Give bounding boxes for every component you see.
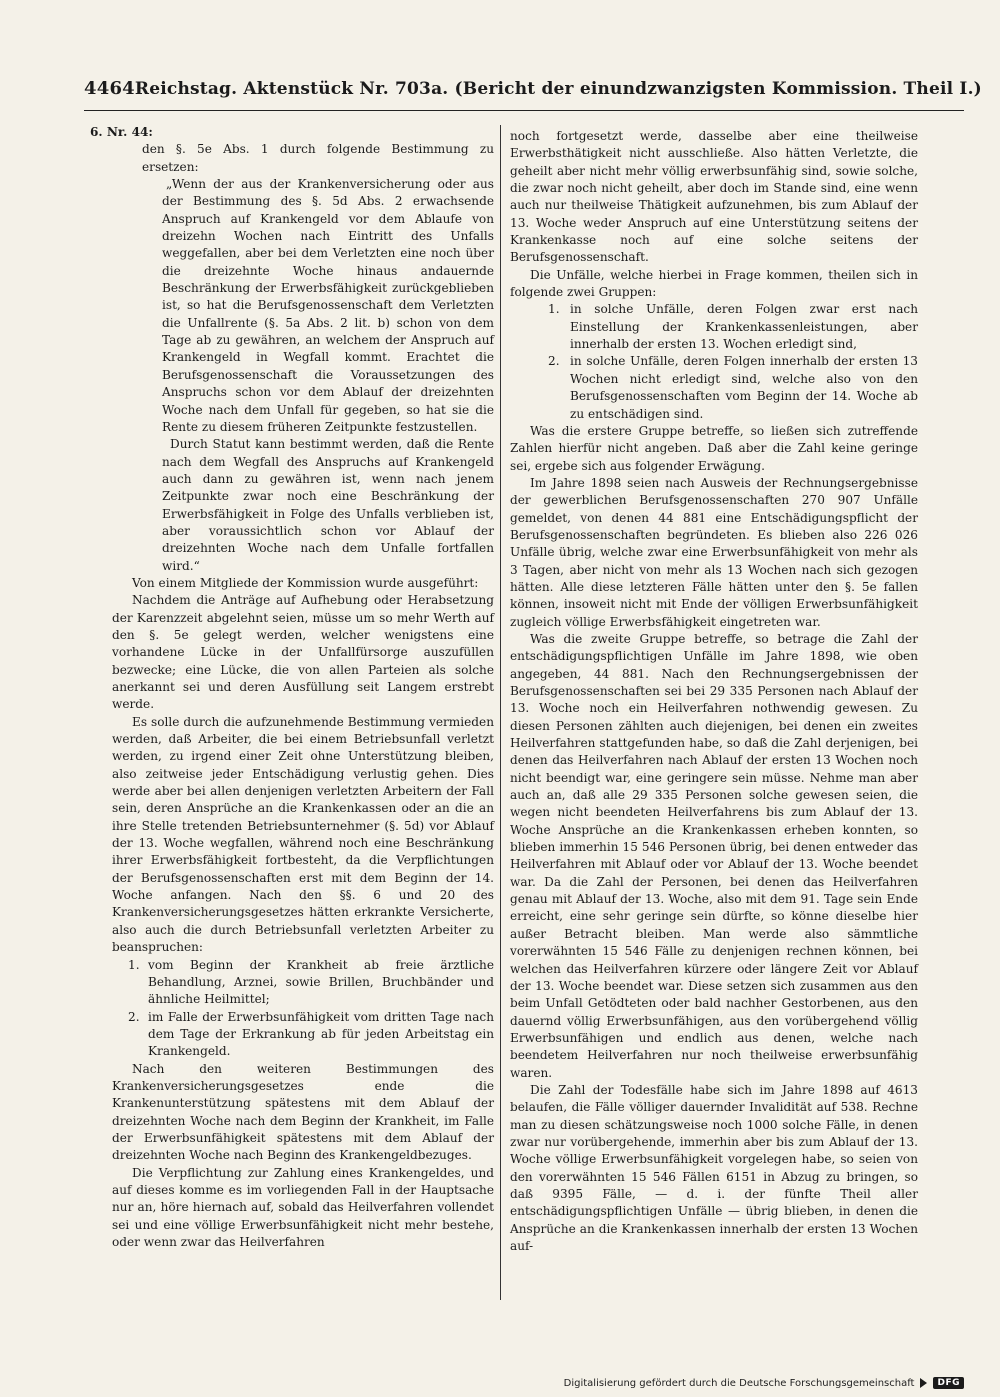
list-number: 1. [548, 302, 560, 317]
list-item [112, 1009, 494, 1061]
header-title: Reichstag. Aktenstück Nr. 703a. (Bericht der einundzwanzigsten Kommission. Theil I.) [134, 79, 982, 99]
list-item [510, 301, 918, 353]
running-header [84, 78, 982, 99]
column-divider [500, 125, 501, 1300]
list-number: 2. [128, 1009, 140, 1024]
quote-paragraph-1: „Wenn der aus der Krankenversicherung oder aus der Bestimmung des §. 5d Abs. 2 erwachsende Anspruch auf Krankengeld vor dem Ablaufe von dreizehn Wochen nach Eintritt des Unfalls weggefallen, aber bei dem Verletzten eine noch über die dreizehnte Woche hinaus andauernde Beschränkung der Erwerbsfähigkeit zurückgeblieben ist, so hat die Berufsgenossenschaft dem Verletzten die Unfallrente (§. 5a Abs. 2 lit. b) schon von dem Tage ab zu gewähren, an welchem der Anspruch auf Krankengeld in Wegfall kommt. Erachtet die Berufsgenossenschaft die Voraussetzungen des Anspruchs schon vor dem Ablauf der dreizehnten Woche nach dem Unfall für gegeben, so hat sie die Rente zu diesem früheren Zeitpunkte festzustellen. [162, 177, 494, 434]
header-rule [84, 110, 964, 111]
paragraph: Nachdem die Anträge auf Aufhebung oder Herabsetzung der Karenzzeit abgelehnt seien, müsse um so mehr Werth auf den §. 5e gelegt werden, welcher wenigstens eine vorhandene Lücke in der Unfallfürsorge auszufüllen bezwecke; eine Lücke, die von allen Parteien als solche anerkannt sei und deren Ausfüllung seit Langem erstrebt werde. [112, 593, 494, 712]
page-number: 4464 [84, 78, 135, 99]
list-item [112, 957, 494, 1009]
dfg-logo: DFG [933, 1377, 964, 1389]
intro-paragraph: den §. 5e Abs. 1 durch folgende Bestimmung zu ersetzen: [142, 142, 494, 174]
paragraph: Die Zahl der Todesfälle habe sich im Jahre 1898 auf 4613 belaufen, die Fälle völliger dauernder Invalidität auf 538. Rechne man zu diesen schätzungsweise noch 1000 solche Fälle, in denen zwar nur vorübergehende, immerhin aber bis zum Ablauf der 13. Woche völlige Erwerbsunfähigkeit vorgelegen habe, so seien von den vorerwähnten 15 546 Fällen 6151 in Abzug zu bringen, so daß 9395 Fälle, — d. i. der fünfte Theil aller entschädigungspflichtigen Unfälle — übrig blieben, in denen die Ansprüche an die Krankenkassen innerhalb der ersten 13 Wochen auf- [510, 1082, 918, 1253]
paragraph: Von einem Mitgliede der Kommission wurde ausgeführt: [132, 575, 479, 590]
left-column [90, 124, 494, 1251]
quote-paragraph-2: Durch Statut kann bestimmt werden, daß die Rente nach dem Wegfall des Anspruchs auf Krankengeld auch dann zu gewähren ist, wenn nach jenem Zeitpunkte zwar noch eine Beschränkung der Erwerbsfähigkeit in Folge des Unfalls verblieben ist, aber voraussichtlich schon vor Ablauf der dreizehnten Woche nach dem Unfalle fortfallen wird.“ [162, 437, 494, 573]
dfg-arrow-icon [920, 1378, 927, 1388]
list-text: vom Beginn der Krankheit ab freie ärztliche Behandlung, Arznei, sowie Brillen, Bruchbänder und ähnliche Heilmittel; [148, 957, 494, 1007]
list-number: 1. [128, 957, 140, 972]
digitization-footer [564, 1377, 964, 1389]
numbered-list [510, 301, 918, 422]
paragraph: Es solle durch die aufzunehmende Bestimmung vermieden werden, daß Arbeiter, die bei einem Betriebsunfall verletzt werden, zu irgend einer Zeit ohne Unterstützung bleiben, also zeitweise jeder Entschädigung verlustig gehen. Dies werde aber bei allen denjenigen verletzten Arbeitern der Fall sein, deren Ansprüche an die Krankenkassen oder an die an ihre Stelle tretenden Betriebsunternehmer (§. 5d) vor Ablauf der 13. Woche wegfallen, während noch eine Beschränkung ihrer Erwerbsfähigkeit fortbesteht, da die Verpflichtungen der Berufsgenossenschaften erst mit dem Beginn der 14. Woche anfangen. Nach den §§. 6 und 20 des Krankenversicherungsgesetzes hätten erkrankte Versicherte, also auch die durch Betriebsunfall verletzten Arbeiter zu beanspruchen: [112, 714, 494, 955]
paragraph: Was die zweite Gruppe betreffe, so betrage die Zahl der entschädigungspflichtigen Unfälle im Jahre 1898, wie oben angegeben, 44 881. Nach den Rechnungsergebnissen der Berufsgenossenschaften sei bei 29 335 Personen nach Ablauf der 13. Woche noch ein Heilverfahren nothwendig gewesen. Zu diesen Personen zählten auch diejenigen, bei denen ein zweites Heilverfahren stattgefunden habe, so daß die Zahl derjenigen, bei denen das Heilverfahren nach Ablauf der ersten 13 Wochen noch nicht beendigt war, eine geringere sein müsse. Nehme man aber auch an, daß alle 29 335 Personen solche gewesen seien, die wegen nicht beendeten Heilverfahrens bis zum Ablauf der 13. Woche Ansprüche an die Krankenkassen erheben konnten, so blieben immerhin 15 546 Personen übrig, bei denen entweder das Heilverfahren mit Ablauf oder vor Ablauf der 13. Woche beendet war. Da die Zahl der Personen, bei denen das Heilverfahren genau mit Ablauf der 13. Woche, also mit dem 91. Tage sein Ende erreicht, eine sehr geringe sein dürfte, so könne dieselbe hier außer Betracht bleiben. Man werde also sämmtliche vorerwähnten 15 546 Fälle zu denjenigen rechnen können, bei welchen das Heilverfahren kürzere oder längere Zeit vor Ablauf der 13. Woche beendet war. Diese setzen sich zusammen aus den beim Unfall Getödteten oder bald nachher Gestorbenen, aus den dauernd völlig Erwerbsunfähigen, aus den vorübergehend völlig Erwerbsunfähigen und endlich aus denen, welche nach beendetem Heilverfahren nur noch theilweise erwerbsunfähig waren. [510, 631, 918, 1080]
paragraph: noch fortgesetzt werde, dasselbe aber eine theilweise Erwerbsthätigkeit nicht ausschließe. Also hätten Verletzte, die geheilt aber nicht mehr völlig erwerbsunfähig sind, sowie solche, die zwar noch nicht geheilt, aber doch im Stande sind, eine wenn auch nur theilweise Thätigkeit aufzunehmen, bis zum Ablauf der 13. Woche weder Anspruch auf eine Unterstützung seitens der Krankenkasse noch auf eine solche seitens der Berufsgenossenschaft. [510, 129, 918, 265]
list-text: in solche Unfälle, deren Folgen zwar erst nach Einstellung der Krankenkassenleistungen, aber innerhalb der ersten 13. Wochen erledigt sind, [570, 302, 918, 352]
quoted-provision [112, 176, 494, 575]
section-heading: 6. Nr. 44: [90, 125, 153, 139]
list-item [510, 353, 918, 422]
right-column [510, 128, 918, 1255]
footer-text: Digitalisierung gefördert durch die Deutsche Forschungsgemeinschaft [563, 1377, 915, 1389]
paragraph: Im Jahre 1898 seien nach Ausweis der Rechnungsergebnisse der gewerblichen Berufsgenossenschaften 270 907 Unfälle gemeldet, von denen 44 881 eine Entschädigungspflicht der Berufsgenossenschaften begründeten. Es blieben also 226 026 Unfälle übrig, welche zwar eine Erwerbsunfähigkeit von mehr als 3 Tagen, aber nicht von mehr als 13 Wochen nach sich gezogen hätten. Alle diese letzteren Fälle hätten unter den §. 5e fallen können, insoweit nicht mit Ende der völligen Erwerbsunfähigkeit zugleich völlige Erwerbsfähigkeit eingetreten war. [510, 475, 918, 629]
paragraph: Die Unfälle, welche hierbei in Frage kommen, theilen sich in folgende zwei Gruppen: [510, 267, 918, 300]
list-number: 2. [548, 354, 560, 369]
list-text: im Falle der Erwerbsunfähigkeit vom dritten Tage nach dem Tage der Erkrankung ab für jeden Arbeitstag ein Krankengeld. [148, 1009, 494, 1059]
paragraph: Die Verpflichtung zur Zahlung eines Krankengeldes, und auf dieses komme es im vorliegenden Fall in der Hauptsache nur an, höre hiernach auf, sobald das Heilverfahren vollendet sei und eine völlige Erwerbsunfähigkeit nicht mehr bestehe, oder wenn zwar das Heilverfahren [112, 1165, 494, 1249]
paragraph: Nach den weiteren Bestimmungen des Krankenversicherungsgesetzes ende die Krankenunterstützung spätestens mit dem Ablauf der dreizehnten Woche nach dem Beginn der Krankheit, im Falle der Erwerbsunfähigkeit spätestens mit dem Ablauf der dreizehnten Woche nach Beginn des Krankengeldbezuges. [112, 1061, 494, 1163]
paragraph: Was die erstere Gruppe betreffe, so ließen sich zutreffende Zahlen hierfür nicht angeben. Daß aber die Zahl keine geringe sei, ergebe sich aus folgender Erwägung. [510, 423, 918, 473]
numbered-list [112, 957, 494, 1061]
list-text: in solche Unfälle, deren Folgen innerhalb der ersten 13 Wochen nicht erledigt sind, welche also von den Berufsgenossenschaften vom Beginn der 14. Woche ab zu entschädigen sind. [570, 354, 918, 421]
